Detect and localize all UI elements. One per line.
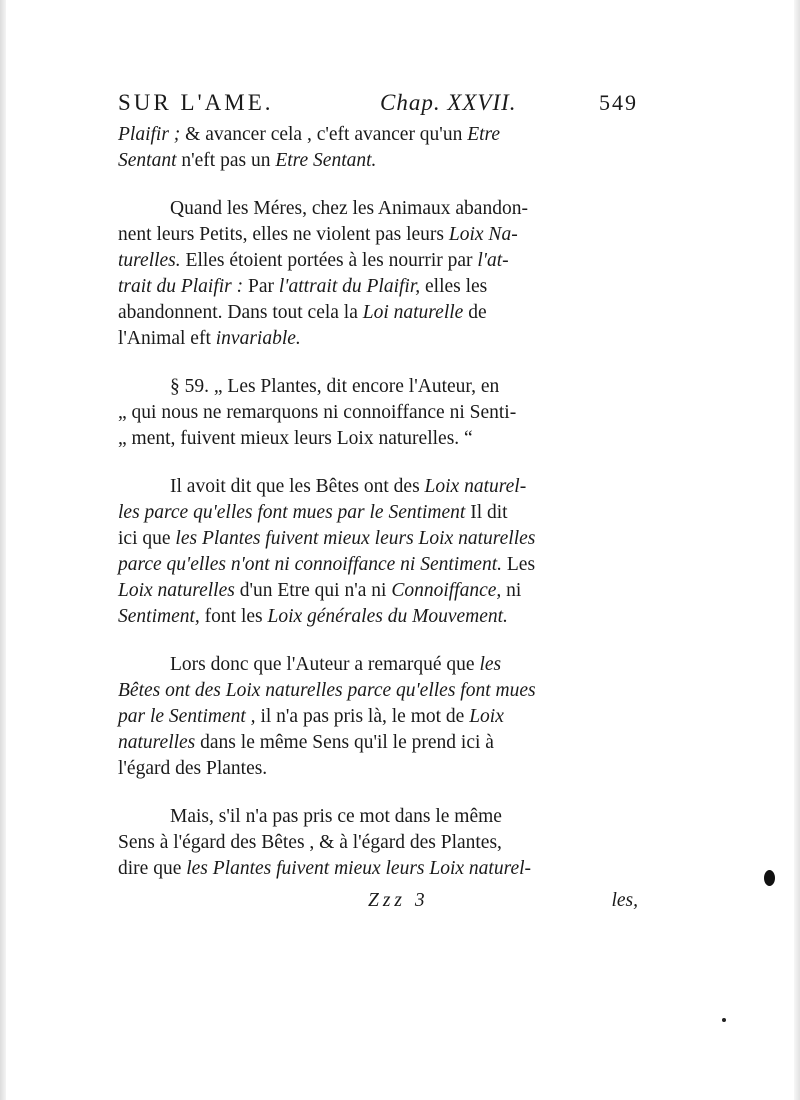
ink-speck	[722, 1018, 726, 1022]
text-line	[118, 274, 638, 300]
text-line: l'égard des Plantes.	[118, 758, 268, 779]
text-span: Lors donc que l'Auteur a remarqué que	[170, 654, 480, 675]
italic-text: Sentiment,	[118, 606, 200, 627]
text-span: & avancer cela , c'eft avancer qu'un	[180, 124, 468, 145]
text-line	[118, 578, 638, 604]
italic-text: trait du Plaifir :	[118, 276, 244, 297]
page-number: 549	[598, 90, 638, 115]
catchword: les,	[611, 890, 638, 911]
text-span: de	[463, 302, 487, 323]
text-line	[118, 500, 638, 526]
text-line	[118, 526, 638, 552]
text-span: Elles étoient portées à les nourrir par	[180, 250, 478, 271]
italic-text: les parce qu'elles font mues par le Sentiment	[118, 502, 466, 523]
text-span: d'un Etre qui n'a ni	[234, 580, 392, 601]
paragraph-6	[118, 804, 638, 882]
text-span: n'eft pas un	[176, 150, 276, 171]
text-span: Les	[502, 554, 536, 575]
signature-mark: Zzz 3	[368, 890, 429, 911]
italic-text: Loix naturel-	[424, 476, 527, 497]
text-line	[118, 704, 638, 730]
text-line	[118, 678, 638, 704]
text-line	[118, 552, 638, 578]
text-line	[118, 300, 638, 326]
italic-text: parce qu'elles n'ont ni connoiffance ni Sentiment.	[118, 554, 502, 575]
text-span: nent leurs Petits, elles ne violent pas leurs	[118, 224, 449, 245]
paragraph-5	[118, 652, 638, 782]
text-span: Par	[243, 276, 279, 297]
page-footer	[118, 890, 638, 912]
italic-text: Etre	[467, 124, 501, 145]
paragraph-3-quotation	[118, 374, 638, 452]
italic-text: naturelles	[118, 732, 196, 753]
text-span: Il dit	[465, 502, 508, 523]
text-span: ici que	[118, 528, 176, 549]
text-span: abandonnent. Dans tout cela la	[118, 302, 363, 323]
text-span: dans le même Sens qu'il le prend ici à	[195, 732, 494, 753]
italic-text: par le Sentiment ,	[118, 706, 256, 727]
scan-left-edge	[0, 0, 6, 1100]
text-line	[118, 222, 638, 248]
italic-text: les	[479, 654, 502, 675]
book-page	[118, 90, 638, 912]
text-line: „ qui nous ne remarquons ni connoiffance ni Senti-	[118, 402, 517, 423]
text-line: „ ment, fuivent mieux leurs Loix naturelles. “	[118, 428, 473, 449]
text-span: elles les	[420, 276, 488, 297]
italic-text: Sentant	[118, 150, 177, 171]
italic-text: l'at-	[477, 250, 509, 271]
text-span: Il avoit dit que les Bêtes ont des	[170, 476, 425, 497]
italic-text: Loix Na-	[448, 224, 518, 245]
text-line	[118, 652, 638, 678]
italic-text: Loix générales du Mouvement.	[267, 606, 508, 627]
text-line	[118, 856, 638, 882]
text-span: dire que	[118, 858, 187, 879]
ink-blot	[764, 870, 775, 886]
text-line	[118, 122, 638, 148]
scan-right-edge	[794, 0, 800, 1100]
text-line	[118, 730, 638, 756]
italic-text: invariable.	[215, 328, 301, 349]
italic-text: l'attrait du Plaifir,	[278, 276, 421, 297]
italic-text: Loix naturelles	[118, 580, 235, 601]
italic-text: les Plantes fuivent mieux leurs Loix naturelles	[175, 528, 536, 549]
paragraph-4	[118, 474, 638, 630]
text-line	[118, 604, 638, 630]
italic-text: Loi naturelle	[362, 302, 464, 323]
text-line: Quand les Méres, chez les Animaux abandon-	[170, 198, 528, 219]
italic-text: Etre Sentant.	[275, 150, 377, 171]
text-line	[118, 326, 638, 352]
paragraph-1	[118, 122, 638, 174]
italic-text: Bêtes ont des Loix naturelles parce qu'elles font mues	[118, 680, 536, 701]
running-header	[118, 90, 638, 116]
italic-text: turelles.	[118, 250, 181, 271]
italic-text: Plaifir ;	[118, 124, 181, 145]
text-span: il n'a pas pris là, le mot de	[255, 706, 470, 727]
chapter-label: Chap. XXVII.	[379, 90, 517, 115]
text-line: § 59. „ Les Plantes, dit encore l'Auteur, en	[170, 376, 500, 397]
text-line	[118, 148, 638, 174]
text-line: Mais, s'il n'a pas pris ce mot dans le même	[170, 806, 502, 827]
text-span: font les	[199, 606, 268, 627]
text-line	[118, 474, 638, 500]
text-span: l'Animal eft	[118, 328, 216, 349]
running-title: SUR L'AME.	[118, 90, 274, 115]
italic-text: les Plantes fuivent mieux leurs Loix naturel-	[186, 858, 532, 879]
text-line	[118, 248, 638, 274]
italic-text: Loix	[469, 706, 504, 727]
paragraph-2	[118, 196, 638, 352]
text-line: Sens à l'égard des Bêtes , & à l'égard des Plantes,	[118, 832, 502, 853]
italic-text: Connoiffance,	[391, 580, 502, 601]
text-span: ni	[501, 580, 522, 601]
